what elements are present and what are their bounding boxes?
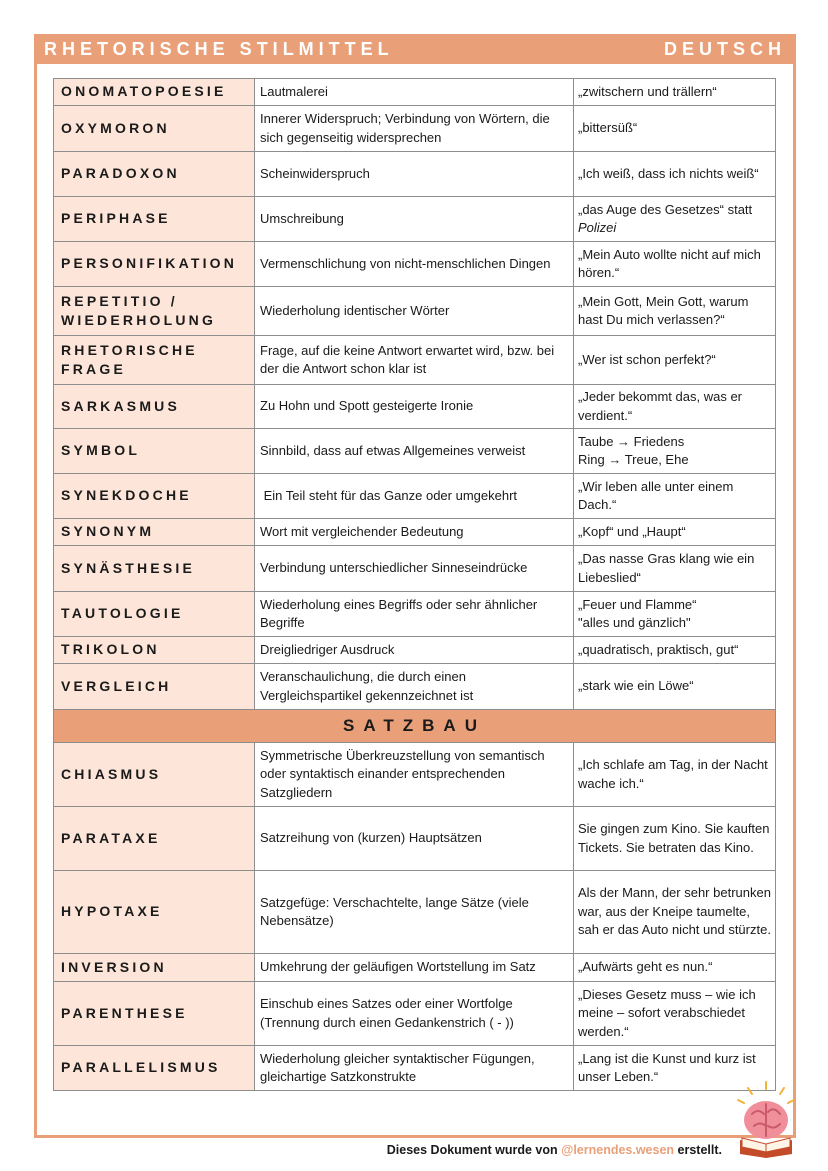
term-cell: SYNONYM (54, 519, 255, 546)
term-cell: SARKASMUS (54, 385, 255, 429)
definition-cell: Zu Hohn und Spott gesteigerte Ironie (255, 385, 574, 429)
example-cell: „Wir leben alle unter einem Dach.“ (574, 474, 776, 519)
table-row (54, 385, 776, 429)
term-cell: INVERSION (54, 954, 255, 982)
definition-cell: Dreigliedriger Ausdruck (255, 637, 574, 664)
term-cell: REPETITIO / WIEDERHOLUNG (54, 287, 255, 336)
term-cell: PERSONIFIKATION (54, 242, 255, 287)
definition-cell: Wiederholung gleicher syntaktischer Fügungen, gleichartige Satzkonstrukte (255, 1046, 574, 1091)
section-title: SATZBAU (54, 710, 776, 743)
example-cell: „stark wie ein Löwe“ (574, 664, 776, 710)
table-row (54, 287, 776, 336)
table-row (54, 474, 776, 519)
table-row (54, 242, 776, 287)
table-row (54, 1046, 776, 1091)
example-text-line2: "alles und gänzlich" (578, 615, 691, 630)
table-row (54, 982, 776, 1046)
example-cell: „Ich weiß, dass ich nichts weiß“ (574, 152, 776, 197)
example-cell: „Wer ist schon perfekt?“ (574, 336, 776, 385)
example-note: Polizei (578, 220, 617, 235)
example-cell: „Kopf“ und „Haupt“ (574, 519, 776, 546)
term-cell: TRIKOLON (54, 637, 255, 664)
term-cell: SYNEKDOCHE (54, 474, 255, 519)
definition-cell: Umkehrung der geläufigen Wortstellung im Satz (255, 954, 574, 982)
table-row (54, 106, 776, 152)
example-cell: „Mein Auto wollte nicht auf mich hören.“ (574, 242, 776, 287)
table-row (54, 743, 776, 807)
subject-label: DEUTSCH (663, 38, 786, 59)
table-row (54, 197, 776, 242)
table-row (54, 546, 776, 592)
example-cell: „Das nasse Gras klang wie ein Liebeslied“ (574, 546, 776, 592)
term-cell: VERGLEICH (54, 664, 255, 710)
term-cell: OXYMORON (54, 106, 255, 152)
term-cell: PARADOXON (54, 152, 255, 197)
definition-cell: Lautmalerei (255, 79, 574, 106)
definition-cell: Einschub eines Satzes oder einer Wortfolge (Trennung durch einen Gedankenstrich ( - )) (255, 982, 574, 1046)
example-text: „Feuer und Flamme“ (578, 596, 697, 612)
table-row (54, 807, 776, 871)
table-row (54, 637, 776, 664)
example-cell (574, 197, 776, 242)
example-cell: „bittersüß“ (574, 106, 776, 152)
term-cell: RHETORISCHE FRAGE (54, 336, 255, 385)
definition-cell: Umschreibung (255, 197, 574, 242)
definition-cell: Wort mit vergleichender Bedeutung (255, 519, 574, 546)
page-title: RHETORISCHE STILMITTEL (44, 38, 394, 59)
definition-cell: Innerer Widerspruch; Verbindung von Wörtern, die sich gegenseitig widersprechen (255, 106, 574, 152)
example-cell: „Jeder bekommt das, was er verdient.“ (574, 385, 776, 429)
table-row (54, 519, 776, 546)
author-handle-link[interactable]: @lernendes.wesen (561, 1143, 675, 1157)
example-cell: „Ich schlafe am Tag, in der Nacht wache ich.“ (574, 743, 776, 807)
definition-cell: Veranschaulichung, die durch einen Vergleichspartikel gekennzeichnet ist (255, 664, 574, 710)
table-row (54, 152, 776, 197)
term-cell: PARENTHESE (54, 982, 255, 1046)
term-cell: ONOMATOPOESIE (54, 79, 255, 106)
header-bar (34, 34, 796, 64)
definition-cell: Frage, auf die keine Antwort erwartet wird, bzw. bei der die Antwort schon klar ist (255, 336, 574, 385)
example-cell (574, 429, 776, 474)
brain-book-icon (730, 1080, 802, 1160)
definition-cell: Wiederholung identischer Wörter (255, 287, 574, 336)
term-cell: CHIASMUS (54, 743, 255, 807)
footer-prefix: Dieses Dokument wurde von (386, 1143, 562, 1157)
table-row (54, 954, 776, 982)
section-row (54, 710, 776, 743)
term-cell: PARALLELISMUS (54, 1046, 255, 1091)
term-cell: PARATAXE (54, 807, 255, 871)
definition-cell: Satzreihung von (kurzen) Hauptsätzen (255, 807, 574, 871)
example-cell: „Lang ist die Kunst und kurz ist unser Leben.“ (574, 1046, 776, 1091)
example-cell: „Aufwärts geht es nun.“ (574, 954, 776, 982)
table-row (54, 336, 776, 385)
term-cell: SYMBOL (54, 429, 255, 474)
example-text-line2: Ring → Treue, Ehe (578, 452, 689, 467)
definition-cell: Vermenschlichung von nicht-menschlichen Dingen (255, 242, 574, 287)
footer-suffix: erstellt. (674, 1143, 722, 1157)
table-row (54, 592, 776, 637)
definition-cell: Ein Teil steht für das Ganze oder umgekehrt (255, 474, 574, 519)
footer-credit (0, 1143, 722, 1157)
example-text: „das Auge des Gesetzes“ statt (578, 201, 753, 217)
term-cell: PERIPHASE (54, 197, 255, 242)
definition-cell: Symmetrische Überkreuzstellung von semantisch oder syntaktisch einander entsprechenden Satzgliedern (255, 743, 574, 807)
table-row (54, 871, 776, 954)
table-row (54, 79, 776, 106)
example-cell: Sie gingen zum Kino. Sie kauften Tickets. Sie betraten das Kino. (574, 807, 776, 871)
definition-cell: Verbindung unterschiedlicher Sinneseindrücke (255, 546, 574, 592)
example-cell (574, 592, 776, 637)
definition-cell: Sinnbild, dass auf etwas Allgemeines verweist (255, 429, 574, 474)
example-cell: „quadratisch, praktisch, gut“ (574, 637, 776, 664)
term-cell: SYNÄSTHESIE (54, 546, 255, 592)
stilmittel-table (53, 78, 776, 1091)
table-row (54, 664, 776, 710)
example-text: Taube → Friedens (578, 433, 685, 449)
example-cell: „Mein Gott, Mein Gott, warum hast Du mich verlassen?“ (574, 287, 776, 336)
term-cell: TAUTOLOGIE (54, 592, 255, 637)
example-cell: „zwitschern und trällern“ (574, 79, 776, 106)
table-row (54, 429, 776, 474)
definition-cell: Wiederholung eines Begriffs oder sehr ähnlicher Begriffe (255, 592, 574, 637)
example-cell: Als der Mann, der sehr betrunken war, aus der Kneipe taumelte, sah er das Auto nicht und stürzte. (574, 871, 776, 954)
example-cell: „Dieses Gesetz muss – wie ich meine – sofort verabschiedet werden.“ (574, 982, 776, 1046)
term-cell: HYPOTAXE (54, 871, 255, 954)
definition-cell: Scheinwiderspruch (255, 152, 574, 197)
definition-cell: Satzgefüge: Verschachtelte, lange Sätze (viele Nebensätze) (255, 871, 574, 954)
